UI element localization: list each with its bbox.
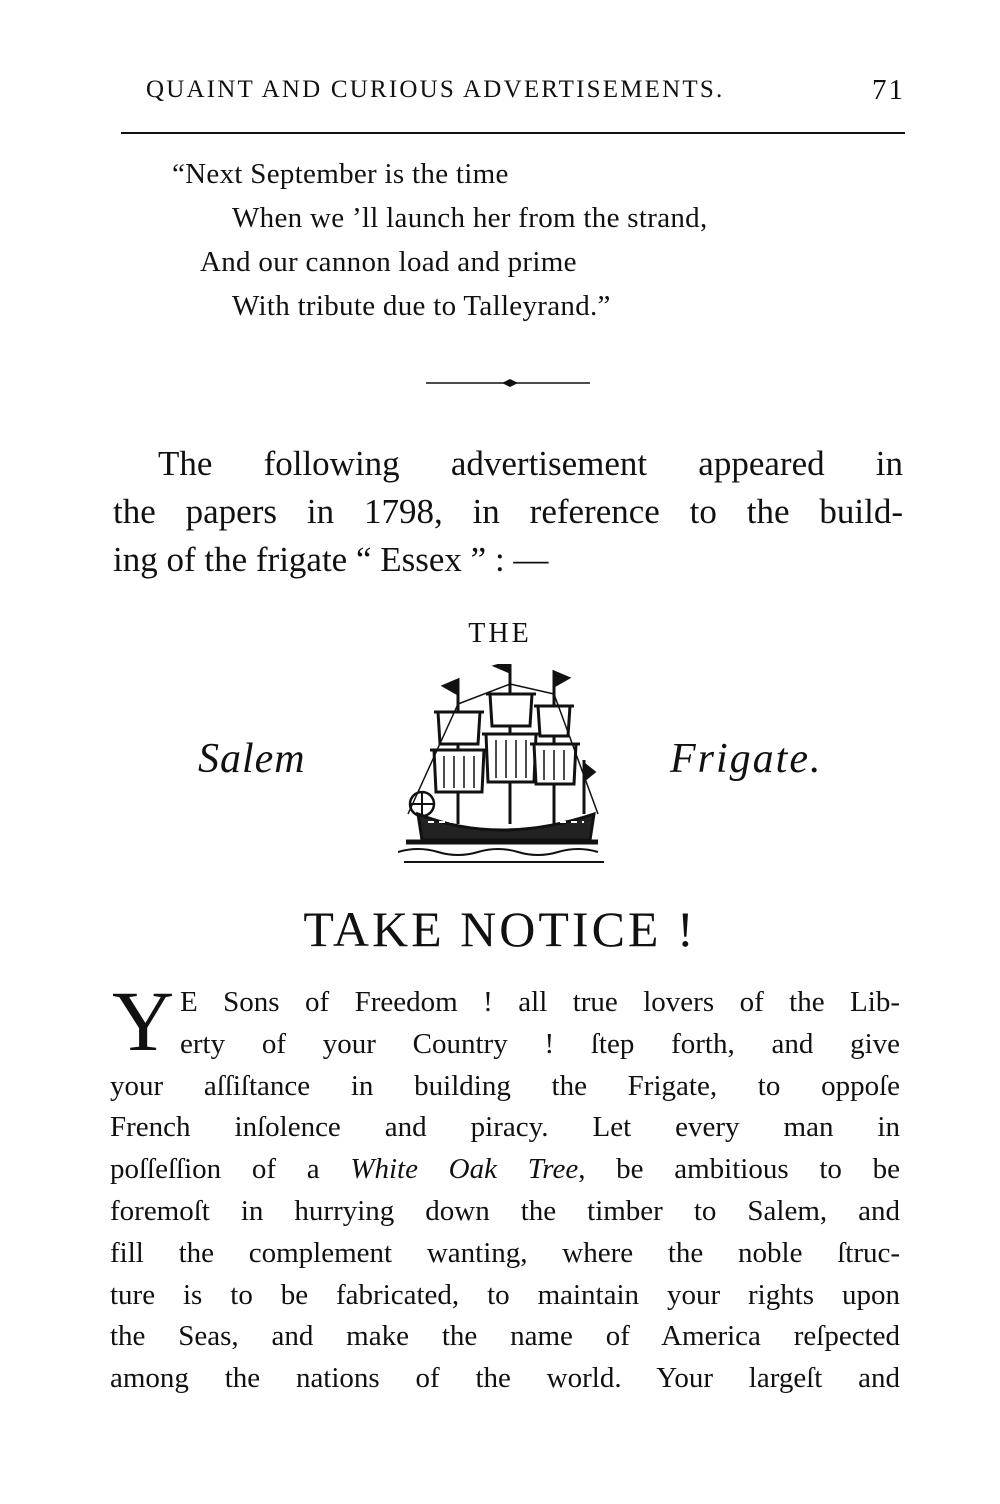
ornamental-divider xyxy=(426,378,590,388)
verse-line: With tribute due to Talleyrand.” xyxy=(232,290,611,322)
italic-phrase: White Oak Tree xyxy=(350,1153,579,1186)
intro-paragraph xyxy=(113,440,903,584)
advert-the: THE xyxy=(468,618,532,649)
body-line: erty of your Country ! ſtep forth, and give xyxy=(180,1027,900,1060)
body-line: E Sons of Freedom ! all true lovers of the Lib- xyxy=(180,986,900,1018)
verse-line: “Next September is the time xyxy=(172,158,509,190)
body-line: ture is to be fabricated, to maintain your rights upon xyxy=(110,1278,900,1311)
take-notice-heading: TAKE NOTICE ! xyxy=(303,901,697,957)
body-line-italic: poſſeſſion of a White Oak Tree, be ambitious to be xyxy=(110,1153,900,1186)
page-header xyxy=(110,70,905,110)
advert-salem: Salem xyxy=(198,736,306,782)
body-line: the Seas, and make the name of America reſpected xyxy=(110,1320,900,1353)
body-line: fill the complement wanting, where the noble ſtruc- xyxy=(110,1236,900,1269)
ship-woodcut-image xyxy=(398,664,610,874)
drop-cap: Y xyxy=(112,973,175,1069)
advert-frigate: Frigate. xyxy=(670,736,823,782)
running-head: QUAINT AND CURIOUS ADVERTISEMENTS. xyxy=(146,76,725,103)
intro-line: The following advertisement appeared in xyxy=(158,444,903,483)
body-line: your aſſiſtance in building the Frigate, to oppoſe xyxy=(110,1069,900,1102)
intro-line: ing of the frigate “ Essex ” : — xyxy=(113,540,549,579)
body-line: French inſolence and piracy. Let every man in xyxy=(110,1111,900,1144)
body-line: foremoſt in hurrying down the timber to Salem, and xyxy=(110,1194,900,1227)
body-line: among the nations of the world. Your largeſt and xyxy=(110,1362,900,1395)
verse-line: When we ’ll launch her from the strand, xyxy=(232,202,708,234)
verse-line: And our cannon load and prime xyxy=(200,246,577,278)
page-number: 71 xyxy=(872,74,905,106)
advertisement-body xyxy=(110,973,900,1400)
header-rule xyxy=(121,132,905,134)
intro-line: the papers in 1798, in reference to the build- xyxy=(113,492,903,531)
